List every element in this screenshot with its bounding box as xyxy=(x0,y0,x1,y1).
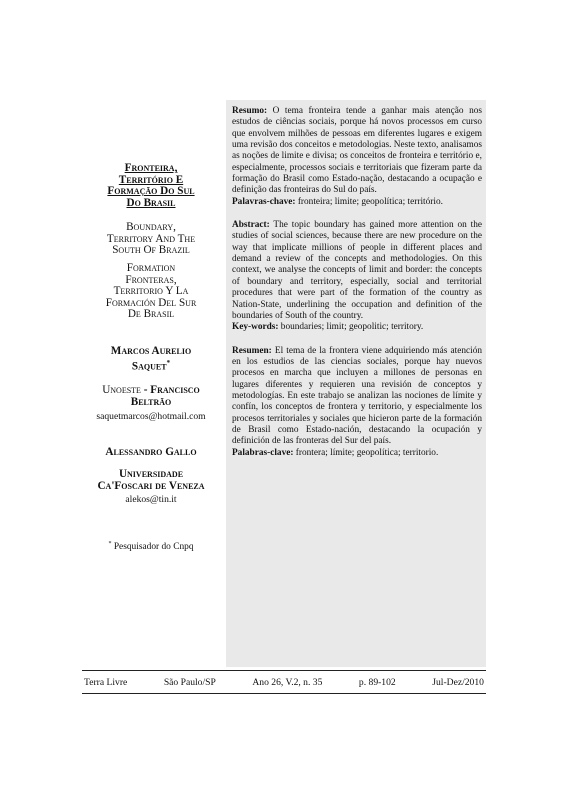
institution-campus: Beltrão xyxy=(130,396,172,408)
resumo-text: O tema fronteira tende a ganhar mais atenção nos estudos de ciências sociais, porque há novos processos em curso que envolvem milhões de pessoas em diferentes lugares e exigem uma revisão dos conceitos e metodologias. Neste texto, analisamos as noções de limite e divisa; os conceitos de fronteira e território e, especialmente, processos sociais e territoriais que fizeram parte da formação do Brasil como Estado-nação, destacando a ocupação e definição das fronteiras do Sul do país. xyxy=(232,106,482,196)
resumo-paragraph xyxy=(232,106,482,197)
author-name-line: Marcos Aurelio xyxy=(110,345,192,357)
keywords-text: frontera; límite; geopolítica; territorio. xyxy=(293,447,439,458)
abstract-text: The topic boundary has gained more attention on the studies of social sciences, because there are new procedure on the way that implicate millions of people in different places and demand a review of the concepts and methodologies. On this context, we analyse the concepts of limit and border: the concepts of boundary and territory, especially, social and territorial procedures that were part of the formation of the country as Nation-State, underlining the occupation and definition of the boundaries of South of the country. xyxy=(232,220,482,321)
title-english xyxy=(80,222,222,257)
key-words xyxy=(232,322,482,333)
title-pt-line: Do Brasil xyxy=(126,196,176,209)
footnote-marker: * xyxy=(166,359,171,367)
institution-ca-foscari xyxy=(80,468,222,492)
author-name-line: Saquet xyxy=(131,360,167,373)
institution-name: Unoeste xyxy=(102,384,141,396)
title-portuguese xyxy=(80,163,222,209)
institution-campus: - Francisco xyxy=(143,384,200,396)
institution-line: Universidade xyxy=(118,468,184,480)
title-spanish xyxy=(80,263,222,321)
abstract-panel xyxy=(226,100,486,667)
title-en-line: South Of Brazil xyxy=(112,244,190,256)
author-gallo: Alessandro Gallo xyxy=(105,446,197,458)
title-es-line: De Brasil xyxy=(127,308,175,320)
keywords-text: fronteira; limite; geopolítica; território. xyxy=(295,196,443,207)
institution-unoeste xyxy=(80,384,222,408)
journal-volume: Ano 26, V.2, n. 35 xyxy=(252,676,323,688)
abstract-paragraph xyxy=(232,220,482,322)
footnote-marker: * xyxy=(108,541,112,547)
journal-place: São Paulo/SP xyxy=(163,676,216,688)
palabras-clave xyxy=(232,448,482,459)
title-pt-line: Formação Do Sul xyxy=(107,185,195,197)
keywords-text: boundaries; limit; geopolitic; territory. xyxy=(278,322,424,333)
keywords-label: Palavras-chave: xyxy=(232,196,296,207)
title-es-line: Formation xyxy=(126,262,176,274)
author-email[interactable]: saquetmarcos@hotmail.com xyxy=(96,411,206,422)
citation-footer xyxy=(82,670,486,694)
keywords-label: Palabras-clave: xyxy=(232,447,294,458)
issue-date: Jul-Dez/2010 xyxy=(432,676,484,688)
title-es-line: Territorio Y La xyxy=(113,285,189,297)
title-pt-line: Território E xyxy=(118,173,184,186)
resumen-label: Resumen: xyxy=(232,345,272,356)
title-en-line: Boundary, xyxy=(126,221,176,233)
palavras-chave xyxy=(232,197,482,208)
resumen-paragraph xyxy=(232,346,482,448)
keywords-label: Key-words: xyxy=(232,322,279,333)
author-email[interactable]: alekos@tin.it xyxy=(125,494,177,505)
title-es-line: Formación Del Sur xyxy=(105,296,197,309)
resumo-label: Resumo: xyxy=(232,106,268,116)
abstract-label: Abstract: xyxy=(232,220,270,231)
journal-name: Terra Livre xyxy=(84,676,128,688)
title-pt-line: Fronteira, xyxy=(124,162,178,174)
resumen-text: El tema de la frontera viene adquiriendo más atención en los estudios de las ciencias sociales, porque hay nuevos procesos en marcha que incluyen a millones de personas en lugares diferentes y requieren una revisión de conceptos y metodologías. En este trabajo se analizan las nociones de límite y confín, los conceptos de frontera y territorio, y especialmente los procesos territoriales y sociales que hicieron parte de la formación de Brasil como Estado-nación, destacando la ocupación y definición de las fronteras del Sur del país. xyxy=(232,345,482,447)
footnote-text: Pesquisador do Cnpq xyxy=(111,542,194,553)
footnote xyxy=(80,541,222,552)
title-en-line: Territory And The xyxy=(106,232,196,245)
author-saquet xyxy=(80,345,222,373)
page-range: p. 89-102 xyxy=(358,676,396,688)
institution-line: Ca'Foscari de Veneza xyxy=(97,480,205,492)
title-es-line: Fronteras, xyxy=(125,273,177,286)
